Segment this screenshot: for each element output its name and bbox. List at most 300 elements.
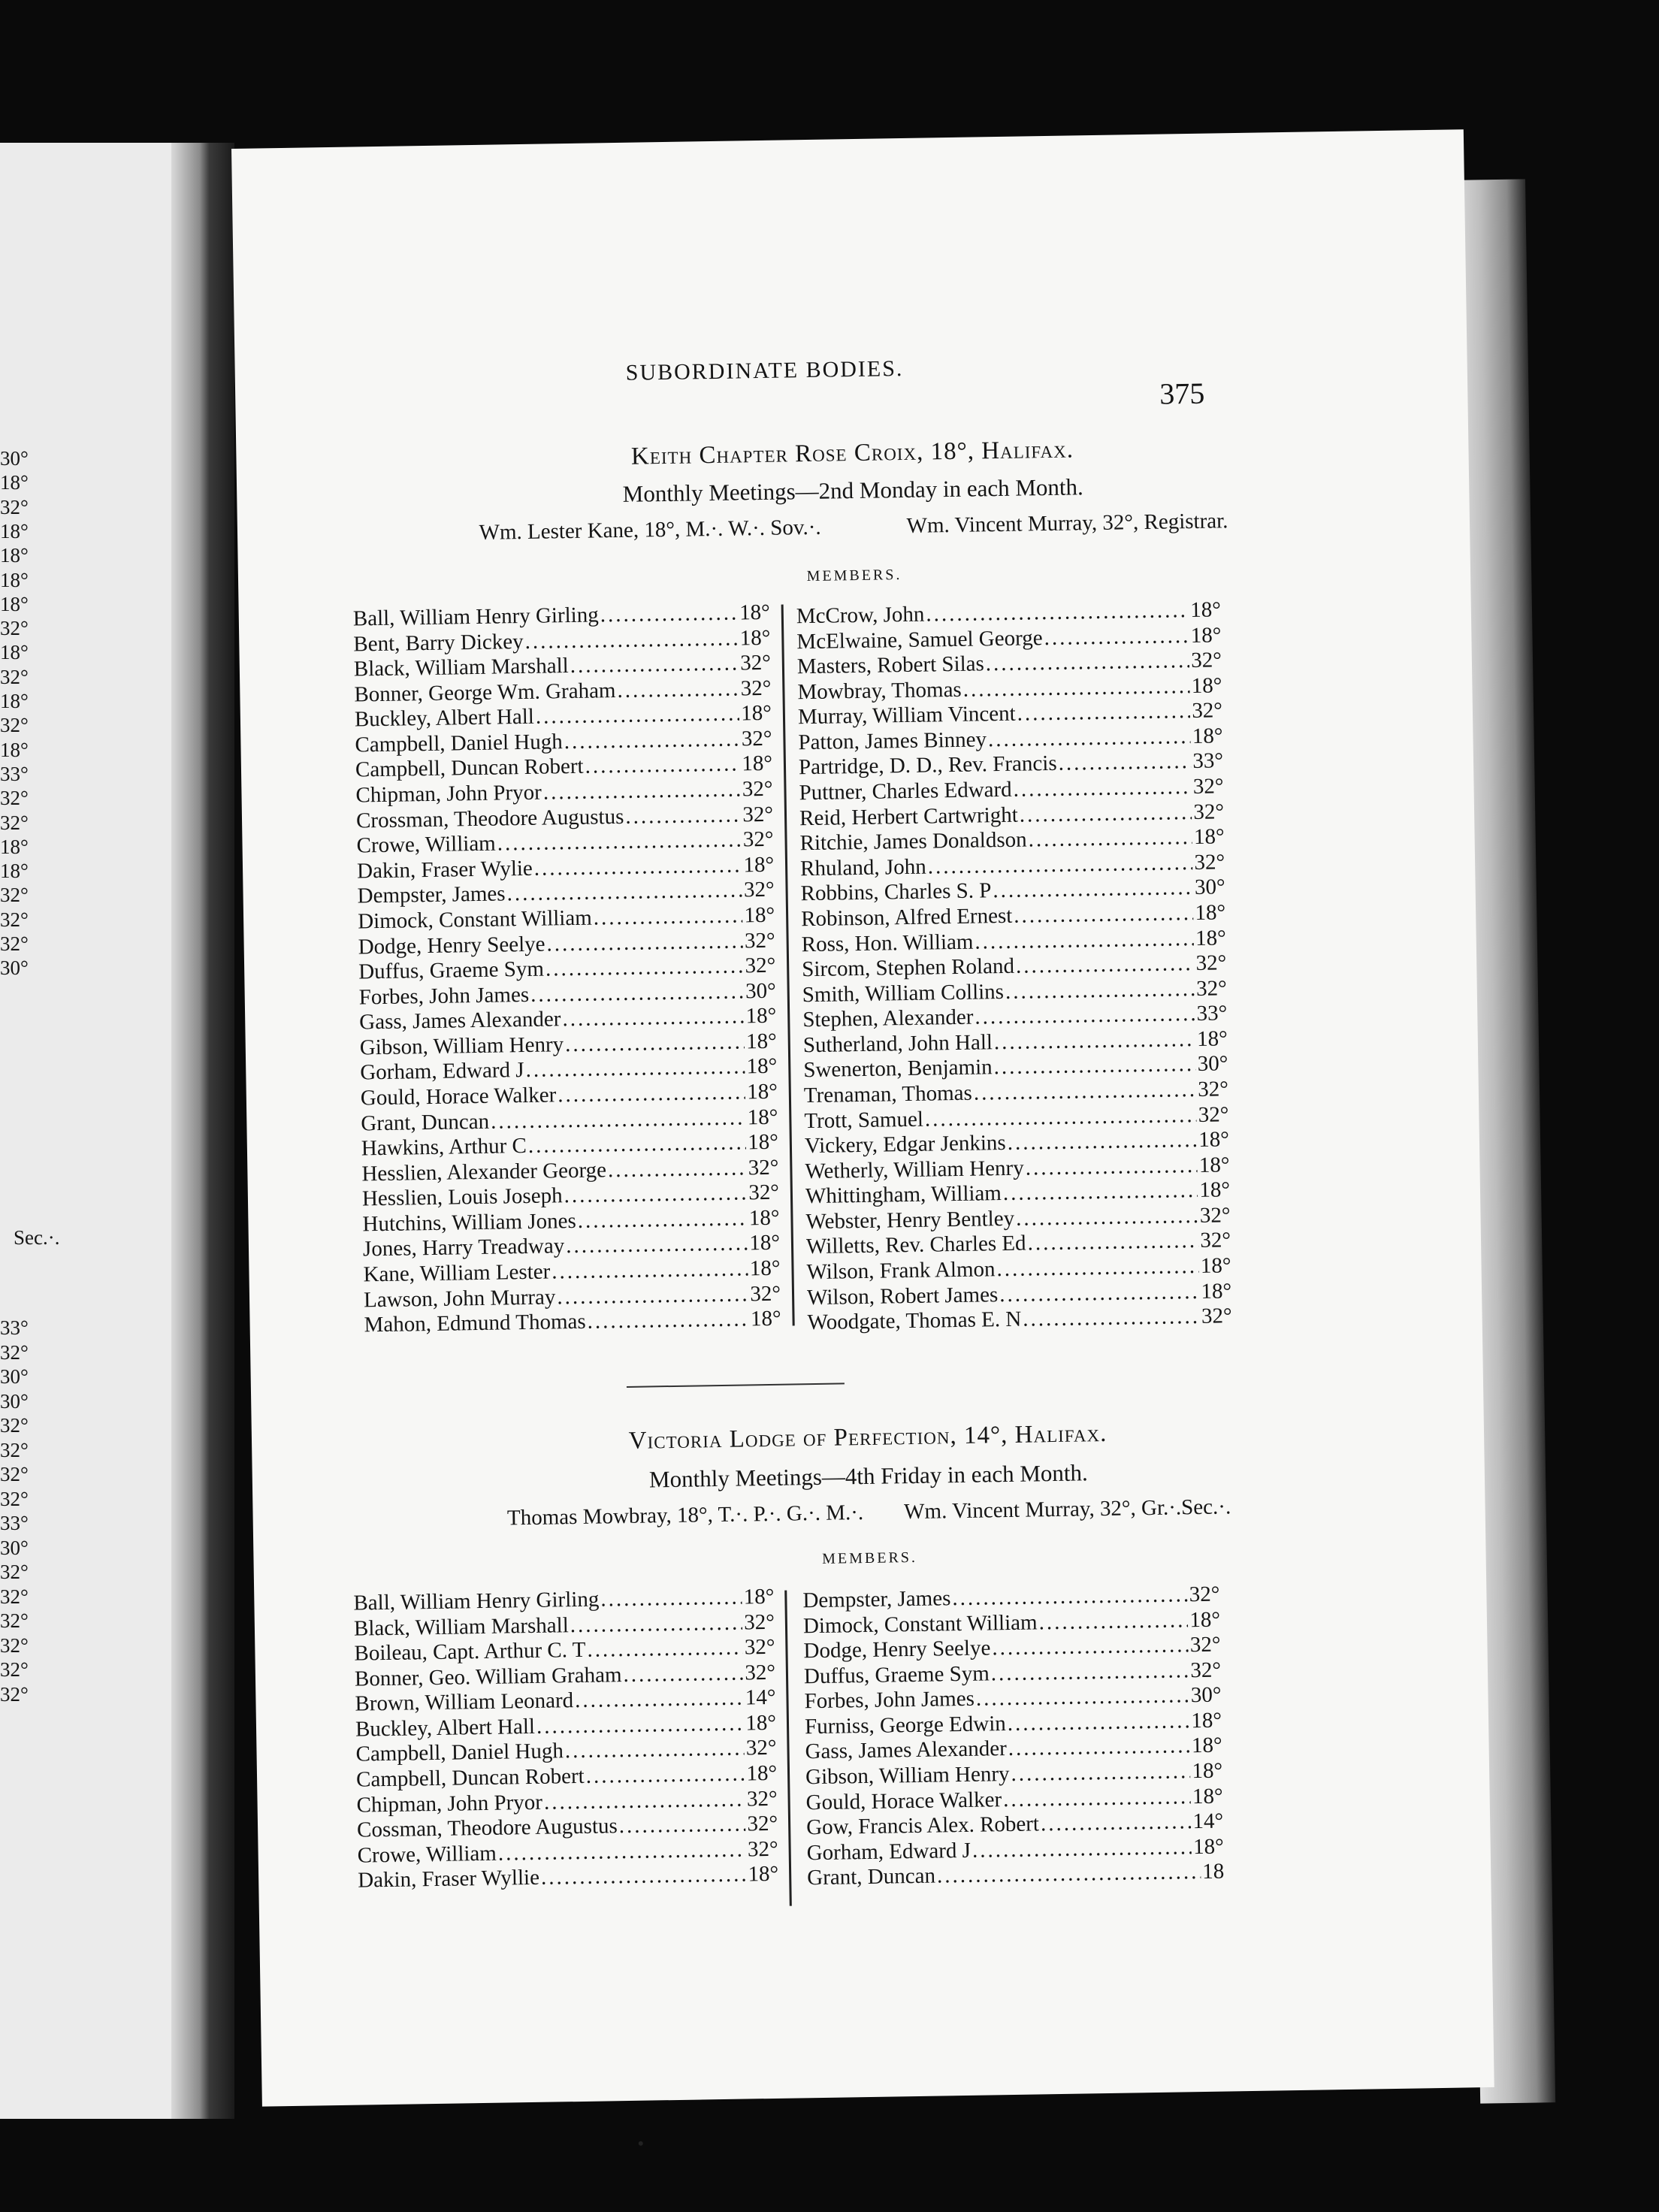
member-name: Gould, Horace Walker [805, 1787, 1002, 1815]
member-name: Bonner, Geo. William Graham [354, 1662, 622, 1691]
member-name: Dempster, James [802, 1586, 951, 1613]
left-page-degree: 32° [0, 1340, 29, 1364]
column-divider [781, 605, 795, 1326]
leader-dots [534, 853, 742, 881]
left-page-degree: 33° [0, 1512, 29, 1534]
book-page [231, 129, 1494, 2106]
left-page-degree: 18° [0, 519, 29, 542]
member-name: Gorham, Edward J [360, 1058, 524, 1085]
member-name: Campbell, Duncan Robert [355, 754, 584, 782]
leader-dots [524, 626, 739, 654]
member-name: Jones, Harry Treadway [362, 1234, 565, 1262]
left-page-degree: 30° [0, 447, 29, 470]
leader-dots [1041, 1809, 1192, 1837]
member-name: Partridge, D. D., Rev. Francis [798, 751, 1057, 780]
member-name: Mowbray, Thomas [797, 677, 962, 704]
leader-dots [1025, 1153, 1198, 1181]
leader-dots [974, 1077, 1197, 1106]
leader-dots [566, 1231, 748, 1259]
leader-dots [608, 1156, 747, 1183]
member-name: Lawson, John Murray [363, 1285, 556, 1313]
left-page-degree: 32° [0, 908, 29, 931]
member-degree: 32° [744, 928, 775, 953]
member-degree: 18° [1196, 1026, 1228, 1051]
leader-dots [564, 727, 740, 754]
member-degree: 32° [1201, 1304, 1232, 1329]
left-page-degree: 30° [0, 1389, 29, 1413]
member-name: Woodgate, Thomas E. N [807, 1307, 1022, 1335]
member-degree: 32° [742, 776, 773, 802]
member-name: McCrow, John [796, 602, 925, 629]
member-name: Dakin, Fraser Wylie [356, 856, 533, 884]
left-page-degree: 30° [0, 956, 29, 980]
leader-dots [1027, 1228, 1198, 1256]
section-title: Keith Chapter Rose Croix, 18°, Halifax. [630, 436, 1074, 470]
member-name: Grant, Duncan [361, 1109, 490, 1136]
member-name: Dodge, Henry Seelye [358, 932, 545, 959]
leader-dots [491, 1105, 746, 1135]
member-degree: 18° [1191, 1708, 1222, 1733]
members-list-right [796, 597, 1232, 1336]
member-degree: 18° [747, 1104, 778, 1129]
leader-dots [528, 1131, 747, 1159]
member-name: Duffus, Graeme Sym [358, 956, 545, 984]
leader-dots [972, 1835, 1192, 1863]
member-degree: 32° [1199, 1203, 1231, 1228]
member-degree: 30° [745, 978, 776, 1004]
members-list-right [802, 1582, 1224, 1892]
member-degree: 32° [1195, 976, 1227, 1001]
left-page-degree: 32° [0, 495, 29, 518]
member-degree: 32° [743, 878, 775, 902]
leader-dots [1016, 951, 1195, 979]
leader-dots [1017, 699, 1190, 727]
member-degree: 32° [739, 650, 772, 675]
member-degree: 32° [745, 1660, 776, 1685]
leader-dots [994, 1027, 1196, 1056]
left-page-degree: 33° [0, 762, 29, 785]
left-page-sec-fragment: Sec.·. [14, 1226, 60, 1249]
member-degree: 14° [1192, 1809, 1224, 1834]
member-name: Patton, James Binney [798, 727, 987, 755]
member-degree: 32° [1192, 698, 1223, 724]
left-page-degree: 32° [0, 884, 29, 907]
leader-dots [962, 674, 1190, 703]
member-name: Cossman, Theodore Augustus [356, 1814, 618, 1842]
leader-dots [506, 878, 742, 907]
page-number: 375 [1159, 376, 1205, 411]
member-degree: 32° [740, 675, 772, 701]
leader-dots [565, 1029, 745, 1057]
member-degree: 32° [744, 1609, 775, 1635]
leader-dots [952, 1582, 1188, 1611]
member-name: Buckley, Albert Hall [355, 1714, 536, 1742]
leader-dots [996, 1254, 1199, 1283]
member-name: Trenaman, Thomas [803, 1080, 973, 1108]
member-degree: 18° [1192, 1834, 1224, 1859]
member-degree: 18° [746, 1054, 778, 1079]
member-name: Puttner, Charles Edward [799, 777, 1012, 805]
leader-dots [619, 1812, 746, 1839]
leader-dots [1020, 800, 1192, 828]
leader-dots [577, 1206, 748, 1234]
leader-dots [1058, 750, 1191, 777]
member-degree: 18 [1201, 1859, 1225, 1884]
member-degree: 18° [748, 1205, 780, 1231]
officer-right: Wm. Vincent Murray, 32°, Registrar. [906, 509, 1228, 538]
left-page-degree: 32° [0, 617, 29, 640]
member-degree: 30° [1190, 1682, 1222, 1708]
member-degree: 32° [747, 1812, 778, 1836]
member-degree: 18° [743, 1584, 775, 1609]
leader-dots [543, 778, 742, 806]
leader-dots [1013, 775, 1192, 802]
member-name: Campbell, Daniel Hugh [355, 1739, 564, 1767]
left-page-degree: 32° [0, 1658, 29, 1681]
officers-line [252, 1491, 1485, 1535]
member-degree: 18° [1200, 1253, 1231, 1278]
leader-dots [988, 724, 1191, 753]
member-degree: 32° [748, 1180, 780, 1205]
member-degree: 18° [745, 1029, 777, 1054]
left-page-degree: 32° [0, 1633, 29, 1657]
member-degree: 32° [750, 1281, 781, 1306]
leader-dots [1005, 977, 1195, 1005]
leader-dots [564, 1181, 747, 1209]
member-name: Bent, Barry Dickey [353, 629, 524, 657]
member-degree: 32° [1198, 1101, 1229, 1127]
member-name: Vickery, Edgar Jenkins [804, 1131, 1006, 1159]
member-name: Dimock, Constant William [357, 905, 593, 934]
left-page-degree: 32° [0, 787, 29, 810]
member-name: Dempster, James [357, 881, 506, 908]
leader-dots [1038, 1608, 1188, 1636]
member-degree: 18° [742, 751, 773, 776]
left-page-degree: 33° [0, 1316, 29, 1339]
member-degree: 33° [1192, 748, 1224, 774]
running-head: SUBORDINATE BODIES. [625, 355, 904, 385]
member-name: Bonner, George Wm. Graham [354, 678, 616, 707]
member-degree: 32° [1190, 648, 1222, 673]
member-name: Dodge, Henry Seelye [803, 1636, 991, 1664]
member-name: Whittingham, William [805, 1181, 1002, 1209]
leader-dots [585, 752, 740, 780]
member-degree: 32° [744, 1635, 775, 1660]
leader-dots [925, 1103, 1197, 1132]
member-degree: 32° [1192, 774, 1224, 799]
leader-dots [565, 1736, 745, 1764]
member-name: Dimock, Constant William [802, 1609, 1038, 1638]
member-degree: 18° [745, 1004, 777, 1029]
member-degree: 18° [741, 701, 772, 726]
member-name: Wilson, Frank Almon [806, 1257, 996, 1285]
left-page-degree: 30° [0, 1536, 29, 1559]
member-name: Murray, William Vincent [797, 702, 1016, 730]
leader-dots [1011, 1759, 1191, 1787]
leader-dots [594, 903, 743, 931]
member-name: Robinson, Alfred Ernest [800, 903, 1013, 932]
ink-speck [639, 2141, 643, 2146]
member-degree: 18° [744, 902, 775, 928]
members-list-left [353, 1585, 778, 1894]
leader-dots [993, 875, 1193, 904]
leader-dots [1008, 1734, 1191, 1762]
member-name: Forbes, John James [358, 982, 530, 1010]
member-name: Robbins, Charles S. P [800, 878, 992, 906]
leader-dots [999, 1280, 1200, 1308]
member-name: Crowe, William [357, 1841, 497, 1868]
leader-dots [975, 1002, 1195, 1030]
leader-dots [562, 1005, 745, 1032]
leader-dots [625, 802, 742, 830]
leader-dots [551, 1256, 748, 1285]
member-degree: 18° [1195, 900, 1226, 925]
leader-dots [1028, 825, 1192, 853]
left-page-degree: 18° [0, 641, 29, 664]
member-name: Duffus, Graeme Sym [803, 1661, 990, 1689]
member-degree: 18° [1201, 1278, 1232, 1304]
member-name: Crossman, Theodore Augustus [355, 804, 624, 833]
left-page-degree: 32° [0, 1609, 29, 1632]
officer-left: Wm. Lester Kane, 18°, M.·. W.·. Sov.·. [479, 515, 821, 545]
leader-dots [525, 1055, 745, 1083]
member-degree: 18° [1192, 724, 1223, 748]
members-heading: MEMBERS. [821, 1549, 918, 1567]
leader-dots [1014, 901, 1194, 929]
officer-right: Wm. Vincent Murray, 32°, Gr.·.Sec.·. [903, 1494, 1231, 1525]
leader-dots [1003, 1784, 1191, 1812]
member-name: Chipman, John Pryor [356, 1790, 543, 1818]
leader-dots [986, 648, 1190, 677]
member-name: Stephen, Alexander [802, 1005, 974, 1032]
member-degree: 18° [1198, 1153, 1230, 1177]
left-page-degree: 18° [0, 568, 29, 591]
member-name: Smith, William Collins [802, 979, 1005, 1007]
member-name: Chipman, John Pryor [355, 780, 542, 808]
meeting-schedule: Monthly Meetings—2nd Monday in each Month. [622, 473, 1084, 507]
member-name: Campbell, Duncan Robert [355, 1763, 585, 1792]
member-degree: 18° [1189, 1607, 1221, 1632]
column-divider [784, 1591, 792, 1906]
leader-dots [536, 1711, 745, 1739]
leader-dots [1008, 1709, 1190, 1736]
leader-dots [1007, 1128, 1197, 1156]
member-name: Gibson, William Henry [359, 1032, 564, 1060]
leader-dots [927, 851, 1192, 880]
member-degree: 33° [1196, 1001, 1228, 1026]
leader-dots [623, 1661, 743, 1688]
member-degree: 18° [739, 625, 771, 651]
leader-dots [617, 676, 739, 703]
leader-dots [976, 1684, 1190, 1712]
left-page-degree: 18° [0, 690, 29, 712]
leader-dots [536, 702, 740, 730]
member-name: Sutherland, John Hall [802, 1030, 993, 1058]
leader-dots [1044, 624, 1189, 651]
member-name: Gould, Horace Walker [360, 1083, 557, 1111]
member-degree: 32° [1200, 1228, 1231, 1253]
member-name: Gass, James Alexander [359, 1007, 561, 1035]
leader-dots [926, 598, 1189, 627]
left-page-degree: 30° [0, 1365, 29, 1388]
leader-dots [544, 1787, 746, 1815]
member-name: Sircom, Stephen Roland [801, 953, 1015, 982]
member-name: Wetherly, William Henry [805, 1156, 1024, 1183]
member-degree: 18° [739, 600, 771, 625]
member-degree: 18° [1189, 597, 1222, 623]
member-name: Ross, Hon. William [801, 929, 974, 956]
member-degree: 18° [748, 1862, 779, 1887]
officers-line [237, 505, 1470, 549]
member-name: Crowe, William [356, 831, 496, 858]
member-name: McElwaine, Samuel George [796, 625, 1043, 654]
member-name: Forbes, John James [804, 1687, 975, 1714]
member-name: Webster, Henry Bentley [805, 1206, 1015, 1234]
member-name: Buckley, Albert Hall [354, 705, 535, 732]
leader-dots [587, 1636, 743, 1664]
leader-dots [530, 979, 745, 1008]
leader-dots [600, 600, 738, 627]
member-degree: 32° [741, 726, 772, 751]
member-name: Grant, Duncan [806, 1863, 936, 1890]
section-title: Victoria Lodge of Perfection, 14°, Halifax. [628, 1419, 1108, 1455]
member-degree: 32° [1189, 1632, 1221, 1657]
member-degree: 32° [747, 1836, 778, 1862]
member-name: Gow, Francis Alex. Robert [805, 1812, 1040, 1840]
leader-dots [937, 1860, 1201, 1889]
member-name: Hesslien, Louis Joseph [361, 1183, 563, 1211]
member-name: Black, William Marshall [353, 654, 569, 681]
member-degree: 30° [1197, 1051, 1228, 1077]
member-degree: 14° [745, 1685, 776, 1710]
member-name: Swenerton, Benjamin [803, 1055, 993, 1083]
leader-dots [541, 1863, 747, 1891]
leader-dots [546, 929, 743, 957]
left-page-degree: 32° [0, 665, 29, 688]
leader-dots [992, 1633, 1189, 1661]
member-degree: 18° [1191, 1733, 1222, 1758]
member-degree: 18° [746, 1760, 778, 1786]
member-name: Trott, Samuel [804, 1107, 924, 1133]
member-degree: 18° [1192, 1758, 1223, 1784]
member-degree: 32° [1190, 1657, 1222, 1682]
member-degree: 32° [1197, 1077, 1229, 1101]
member-name: Ritchie, James Donaldson [799, 827, 1027, 856]
member-degree: 18° [747, 1129, 779, 1155]
left-page-degree: 32° [0, 1585, 29, 1608]
left-page-degree: 32° [0, 714, 29, 737]
left-page-degree: 18° [0, 471, 29, 494]
members-heading: MEMBERS. [806, 567, 902, 585]
member-name: Reid, Herbert Cartwright [799, 802, 1019, 830]
member-name: Campbell, Daniel Hugh [355, 730, 563, 757]
left-page-degree: 32° [0, 1682, 29, 1706]
member-name: Masters, Robert Silas [796, 651, 985, 679]
leader-dots [585, 1762, 745, 1790]
member-name: Rhuland, John [799, 854, 926, 881]
member-name: Hawkins, Arthur C [361, 1134, 527, 1161]
member-name: Kane, William Lester [363, 1259, 551, 1287]
member-degree: 18° [746, 1079, 778, 1104]
member-name: Furniss, George Edwin [804, 1711, 1007, 1739]
member-name: Ball, William Henry Girling [353, 1587, 600, 1615]
leader-dots [600, 1585, 742, 1613]
leader-dots [587, 1307, 749, 1335]
leader-dots [497, 828, 742, 857]
leader-dots [570, 1610, 742, 1638]
member-name: Wilson, Robert James [806, 1282, 999, 1310]
member-degree: 32° [746, 1786, 778, 1812]
member-degree: 18° [1198, 1127, 1230, 1153]
leader-dots [1016, 1204, 1198, 1231]
member-degree: 18° [1192, 1784, 1223, 1809]
left-page-degree: 18° [0, 592, 29, 615]
leader-dots [993, 1052, 1196, 1080]
member-degree: 30° [1194, 875, 1225, 900]
member-name: Hesslien, Alexander George [361, 1158, 607, 1186]
member-name: Gass, James Alexander [805, 1736, 1008, 1764]
member-name: Brown, William Leonard [355, 1688, 574, 1716]
left-page-degree: 32° [0, 1487, 29, 1510]
leader-dots [575, 1686, 744, 1714]
member-name: Ball, William Henry Girling [352, 603, 599, 631]
member-degree: 32° [1193, 799, 1225, 824]
member-degree: 32° [748, 1155, 779, 1180]
member-degree: 18° [1190, 622, 1222, 648]
member-name: Gibson, William Henry [805, 1762, 1010, 1790]
leader-dots [1023, 1304, 1200, 1332]
left-page-degree: 32° [0, 1561, 29, 1583]
member-name: Hutchins, William Jones [362, 1208, 576, 1237]
leader-dots [498, 1837, 747, 1866]
member-name: Boileau, Capt. Arthur C. T [354, 1638, 586, 1666]
member-degree: 18° [1193, 824, 1225, 850]
leader-dots [990, 1658, 1189, 1687]
member-degree: 18° [1191, 673, 1222, 698]
leader-dots [557, 1282, 749, 1310]
leader-dots [1003, 1178, 1198, 1207]
member-name: Gorham, Edward J [806, 1838, 972, 1866]
officer-left: Thomas Mowbray, 18°, T.·. P.·. G.·. M.·. [506, 1500, 864, 1531]
member-degree: 18° [749, 1256, 781, 1281]
left-page-degree: 32° [0, 1414, 29, 1437]
leader-dots [558, 1080, 745, 1108]
leader-dots [975, 926, 1194, 955]
left-page-degree: 32° [0, 1463, 29, 1485]
member-name: Mahon, Edmund Thomas [364, 1309, 586, 1337]
member-degree: 18° [743, 852, 775, 878]
left-page-degree: 18° [0, 835, 29, 858]
left-page-degree: 18° [0, 544, 29, 567]
member-degree: 32° [742, 826, 774, 852]
member-name: Black, William Marshall [353, 1612, 569, 1641]
member-degree: 18° [750, 1306, 781, 1331]
book-gutter [171, 143, 234, 2119]
member-degree: 18° [1195, 925, 1226, 950]
left-page-degree: 18° [0, 738, 29, 761]
member-degree: 32° [1195, 950, 1227, 976]
member-degree: 18° [745, 1710, 777, 1736]
member-degree: 32° [745, 1736, 777, 1760]
member-name: Dakin, Fraser Wyllie [357, 1866, 540, 1893]
left-page-degree: 32° [0, 1438, 29, 1461]
leader-dots [545, 954, 744, 983]
members-list-left [353, 600, 781, 1338]
left-page-degree: 18° [0, 860, 29, 883]
member-degree: 32° [742, 802, 774, 827]
member-name: Willetts, Rev. Charles Ed [805, 1231, 1026, 1259]
leader-dots [570, 651, 739, 679]
